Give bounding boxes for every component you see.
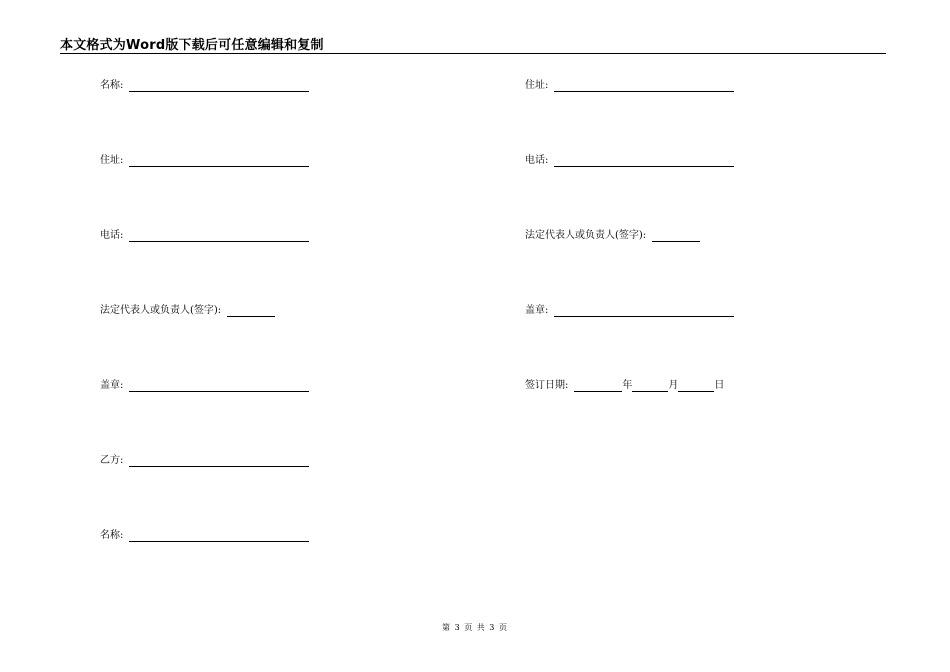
party-b-blank[interactable] bbox=[129, 455, 309, 467]
right-legal-rep-label: 法定代表人或负责人(签字): bbox=[525, 230, 647, 241]
day-label: 日 bbox=[714, 380, 725, 391]
left-name-field bbox=[100, 80, 309, 92]
left-address-blank[interactable] bbox=[129, 155, 309, 167]
right-address-field bbox=[525, 80, 734, 92]
left-phone-blank[interactable] bbox=[129, 230, 309, 242]
left-phone-label: 电话: bbox=[100, 230, 124, 241]
right-seal-blank[interactable] bbox=[554, 305, 734, 317]
left-seal-label: 盖章: bbox=[100, 380, 124, 391]
sign-date-year-blank[interactable] bbox=[574, 380, 622, 392]
right-phone-field bbox=[525, 155, 734, 167]
left-name2-field bbox=[100, 530, 309, 542]
left-seal-field bbox=[100, 380, 309, 392]
header-divider bbox=[60, 53, 886, 54]
right-address-label: 住址: bbox=[525, 80, 549, 91]
right-legal-rep-blank[interactable] bbox=[652, 230, 700, 242]
page-indicator: 第 3 页 共 3 页 bbox=[442, 623, 508, 632]
page-header-title: 本文格式为Word版下载后可任意编辑和复制 bbox=[60, 38, 324, 53]
right-seal-label: 盖章: bbox=[525, 305, 549, 316]
right-address-blank[interactable] bbox=[554, 80, 734, 92]
left-legal-rep-field bbox=[100, 305, 275, 317]
left-legal-rep-blank[interactable] bbox=[227, 305, 275, 317]
year-label: 年 bbox=[622, 380, 633, 391]
left-legal-rep-label: 法定代表人或负责人(签字): bbox=[100, 305, 222, 316]
party-b-label: 乙方: bbox=[100, 455, 124, 466]
left-address-field bbox=[100, 155, 309, 167]
sign-date-field bbox=[525, 380, 724, 392]
sign-date-day-blank[interactable] bbox=[678, 380, 714, 392]
left-name2-blank[interactable] bbox=[129, 530, 309, 542]
month-label: 月 bbox=[668, 380, 679, 391]
party-b-field bbox=[100, 455, 309, 467]
left-phone-field bbox=[100, 230, 309, 242]
left-address-label: 住址: bbox=[100, 155, 124, 166]
right-legal-rep-field bbox=[525, 230, 700, 242]
left-name-label: 名称: bbox=[100, 80, 124, 91]
left-seal-blank[interactable] bbox=[129, 380, 309, 392]
left-name-blank[interactable] bbox=[129, 80, 309, 92]
left-name2-label: 名称: bbox=[100, 530, 124, 541]
right-phone-label: 电话: bbox=[525, 155, 549, 166]
right-seal-field bbox=[525, 305, 734, 317]
sign-date-month-blank[interactable] bbox=[632, 380, 668, 392]
right-phone-blank[interactable] bbox=[554, 155, 734, 167]
sign-date-label: 签订日期: bbox=[525, 380, 569, 391]
